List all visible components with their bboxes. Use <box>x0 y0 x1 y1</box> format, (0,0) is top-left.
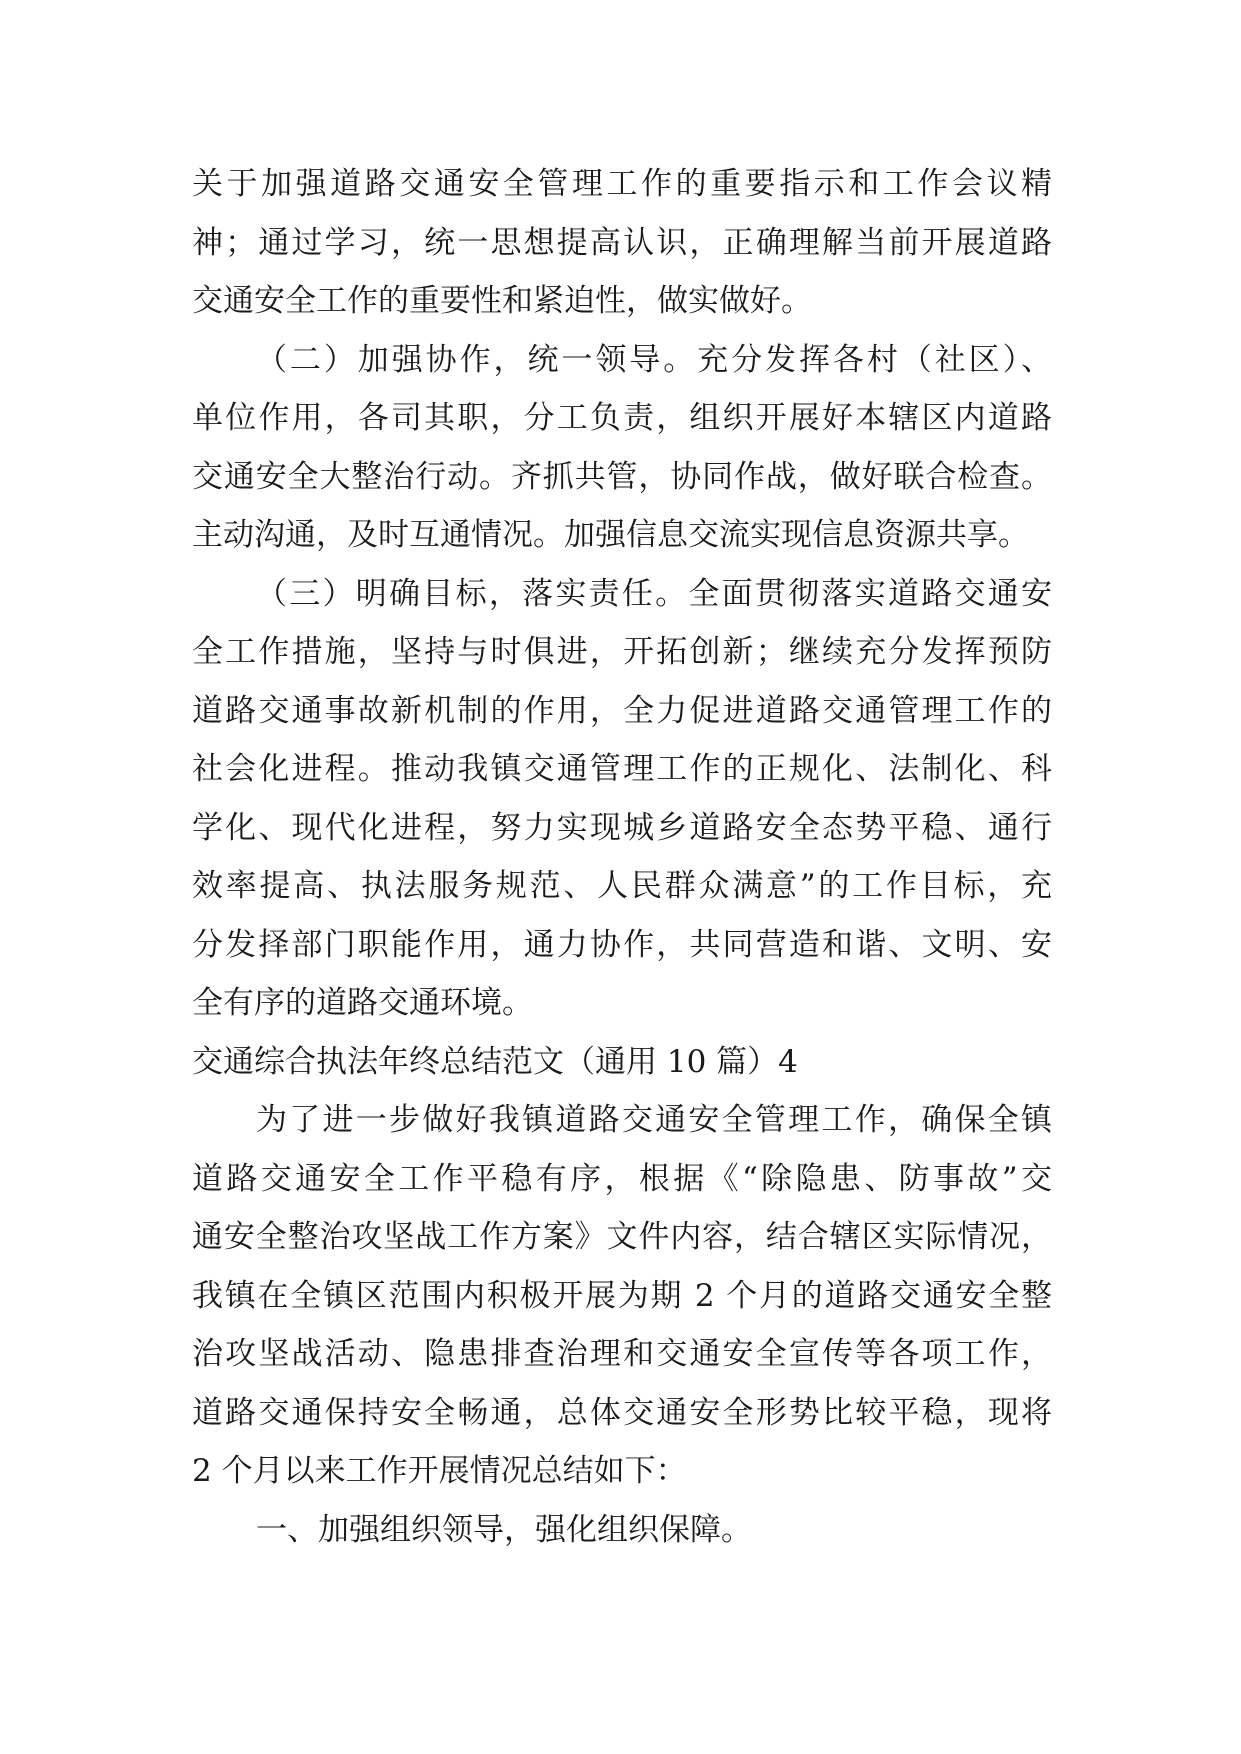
text-line: 效率提高、执法服务规范、人民群众满意”的工作目标，充 <box>192 868 1052 904</box>
text-line: 道路交通事故新机制的作用，全力促进道路交通管理工作的 <box>192 692 1052 729</box>
text-line: 全有序的道路交通环境。 <box>192 985 533 1021</box>
text-line: 道路交通安全工作平稳有序，根据《“除隐患、防事故”交 <box>192 1160 1052 1197</box>
text-line: 全工作措施，坚持与时俱进，开拓创新；继续充分发挥预防 <box>192 634 1052 670</box>
text-line: 通安全整治攻坚战工作方案》文件内容，结合辖区实际情况， <box>192 1219 1052 1255</box>
text-line: 主动沟通，及时互通情况。加强信息交流实现信息资源共享。 <box>192 517 1029 553</box>
text-line: 交通综合执法年终总结范文（通用 10 篇）4 <box>192 1043 798 1080</box>
text-line: 神；通过学习，统一思想提高认识，正确理解当前开展道路 <box>192 224 1052 261</box>
text-line: 社会化进程。推动我镇交通管理工作的正规化、法制化、科 <box>192 751 1052 787</box>
text-line: （二）加强协作，统一领导。充分发挥各村（社区）、 <box>256 341 1052 378</box>
text-line: 分发择部门职能作用，通力协作，共同营造和谐、文明、安 <box>192 926 1052 963</box>
text-line: 一、加强组织领导，强化组织保障。 <box>256 1511 752 1548</box>
text-line: 单位作用，各司其职，分工负责，组织开展好本辖区内道路 <box>192 400 1052 436</box>
text-line: 学化、现代化进程，努力实现城乡道路安全态势平稳、通行 <box>192 809 1052 846</box>
document-body <box>192 155 1052 1559</box>
text-line: 为了进一步做好我镇道路交通安全管理工作，确保全镇 <box>256 1102 1052 1138</box>
text-line: 关于加强道路交通安全管理工作的重要指示和工作会议精 <box>192 166 1052 202</box>
text-line: 道路交通保持安全畅通，总体交通安全形势比较平稳，现将 <box>192 1394 1052 1431</box>
text-line: 治攻坚战活动、隐患排查治理和交通安全宣传等各项工作， <box>192 1336 1052 1372</box>
text-line: （三）明确目标，落实责任。全面贯彻落实道路交通安 <box>256 575 1052 612</box>
text-line: 交通安全工作的重要性和紧迫性，做实做好。 <box>192 283 812 319</box>
text-line: 我镇在全镇区范围内积极开展为期 2 个月的道路交通安全整 <box>192 1277 1052 1314</box>
text-line: 2 个月以来工作开展情况总结如下： <box>192 1453 687 1489</box>
text-line: 交通安全大整治行动。齐抓共管，协同作战，做好联合检查。 <box>192 458 1052 495</box>
